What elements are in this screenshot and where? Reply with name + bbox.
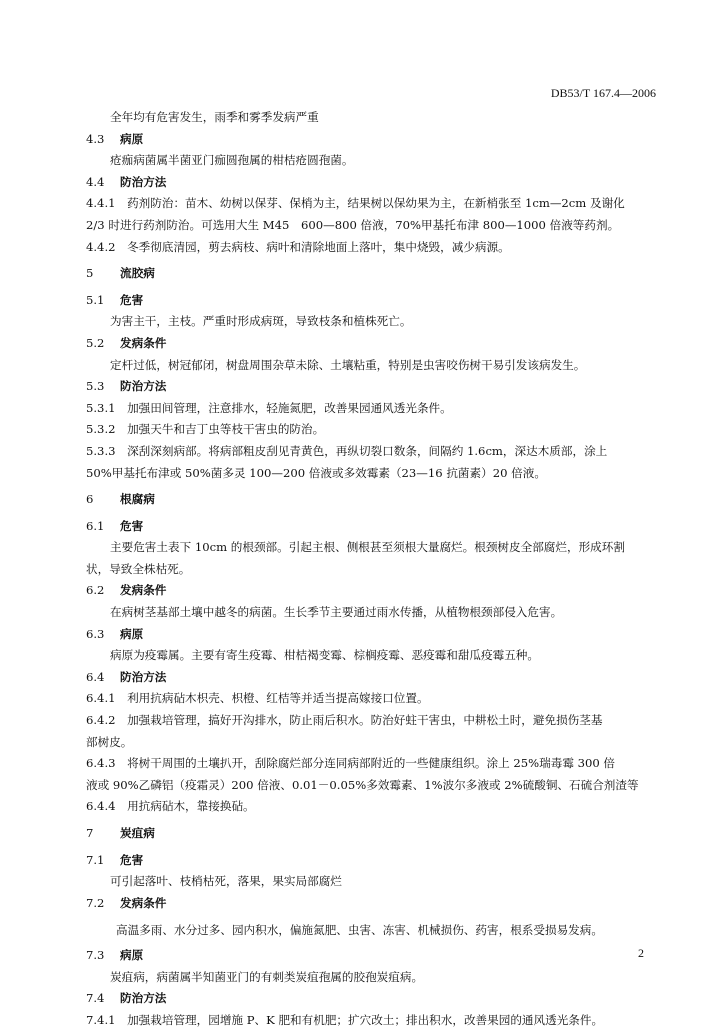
subsection-heading (86, 516, 656, 538)
paragraph-continuation: 液或 90%乙磷铝（疫霜灵）200 倍液、0.01－0.05%多效霉素、1%波尔多液或 2%硫酸铜、石硫合剂渣等 (86, 777, 639, 792)
paragraph-line: 高温多雨、水分过多、园内积水，偏施氮肥、虫害、冻害、机械损伤、药害，根系受损易发病。 (116, 923, 603, 938)
heading-title: 病原 (120, 947, 144, 962)
subsection-heading (86, 290, 656, 312)
heading-title: 发病条件 (120, 335, 167, 350)
subsection-heading (86, 988, 656, 1010)
subsection-heading (86, 376, 656, 398)
paragraph-line: 6.4.3 将树干周围的土壤扒开，刮除腐烂部分连同病部附近的一些健康组织。涂上 25%瑞毒霉 300 倍 (86, 756, 616, 771)
heading-number: 5.3 (86, 379, 105, 394)
paragraph-line: 病原为疫霉属。主要有寄生疫霉、柑桔褐变霉、棕榈疫霉、恶疫霉和甜瓜疫霉五种。 (110, 648, 539, 663)
paragraph-line: 4.4.2 冬季彻底清园，剪去病枝、病叶和清除地面上落叶，集中烧毁，减少病源。 (86, 239, 510, 254)
heading-title: 根腐病 (120, 492, 155, 507)
section-heading (86, 823, 656, 845)
heading-title: 防治方法 (120, 174, 167, 189)
subsection-heading (86, 129, 656, 151)
paragraph-line: 4.4.1 药剂防治：苗木、幼树以保芽、保梢为主，结果树以保幼果为主，在新梢张至 1cm—2cm 及谢化 (86, 196, 625, 211)
heading-number: 7 (86, 826, 94, 840)
heading-number: 7.2 (86, 895, 105, 910)
paragraph-continuation: 50%甲基托布津或 50%菌多灵 100—200 倍液或多效霉素（23—16 抗菌素）20 倍液。 (86, 465, 546, 480)
paragraph-continuation: 状，导致全株枯死。 (86, 561, 191, 576)
section-heading (86, 489, 656, 511)
paragraph-line: 7.4.1 加强栽培管理，园增施 P、K 肥和有机肥；扩穴改土；排出积水，改善果园的通风透光条件。 (86, 1012, 604, 1027)
paragraph-line: 全年均有危害发生，雨季和雾季发病严重 (110, 110, 319, 124)
heading-number: 7.4 (86, 991, 105, 1006)
heading-title: 发病条件 (120, 895, 167, 910)
heading-title: 防治方法 (120, 669, 167, 684)
paragraph-line: 定杆过低，树冠郁闭，树盘周围杂草未除、土壤粘重，特别是虫害咬伤树干易引发该病发生。 (110, 357, 586, 372)
heading-number: 6.1 (86, 518, 105, 533)
heading-title: 危害 (120, 518, 144, 533)
subsection-heading (86, 333, 656, 355)
section-heading (86, 263, 656, 285)
heading-number: 7.1 (86, 852, 105, 867)
paragraph-line: 主要危害土表下 10cm 的根颈部。引起主根、侧根甚至须根大量腐烂。根颈树皮全部腐烂，形成环割 (110, 540, 625, 555)
paragraph-line: 炭疽病，病菌属半知菌亚门的有刺类炭疽孢属的胶孢炭疽病。 (110, 969, 424, 984)
heading-title: 防治方法 (120, 379, 167, 394)
subsection-heading (86, 667, 656, 689)
heading-number: 6.4 (86, 669, 105, 684)
subsection-heading (86, 850, 656, 872)
heading-number: 5 (86, 266, 94, 281)
paragraph-line: 5.3.2 加强天牛和吉丁虫等枝干害虫的防治。 (86, 422, 325, 437)
document-body (86, 107, 656, 1031)
paragraph-line: 5.3.3 深刮深刻病部。将病部粗皮刮见青黄色，再纵切裂口数条，间隔约 1.6cm，深达木质部，涂上 (86, 443, 608, 458)
heading-number: 4.3 (86, 131, 105, 146)
page-number: 2 (638, 946, 644, 960)
paragraph-line: 6.4.2 加强栽培管理，搞好开沟排水，防止雨后积水。防治好蛀干害虫，中耕松土时，避免损伤茎基 (86, 713, 603, 728)
paragraph-line: 在病树茎基部土壤中越冬的病菌。生长季节主要通过雨水传播，从植物根颈部侵入危害。 (110, 605, 563, 620)
subsection-heading (86, 172, 656, 194)
heading-title: 病原 (120, 626, 144, 641)
heading-number: 6.2 (86, 583, 105, 598)
heading-title: 防治方法 (120, 991, 167, 1006)
paragraph-line: 6.4.1 利用抗病砧木枳壳、枳橙、红桔等并适当提高嫁接口位置。 (86, 691, 429, 706)
heading-number: 5.2 (86, 335, 105, 350)
heading-number: 5.1 (86, 292, 105, 307)
paragraph-line: 5.3.1 加强田间管理，注意排水，轻施氮肥，改善果园通风透光条件。 (86, 400, 452, 415)
heading-title: 病原 (120, 131, 144, 146)
heading-title: 流胶病 (120, 266, 155, 281)
heading-number: 7.3 (86, 947, 105, 962)
subsection-heading (86, 893, 656, 915)
paragraph-continuation: 2/3 时进行药剂防治。可选用大生 M45 600—800 倍液，70%甲基托布津 800—1000 倍液等药剂。 (86, 217, 620, 232)
paragraph-line: 可引起落叶、枝梢枯死，落果，果实局部腐烂 (110, 874, 342, 889)
heading-number: 4.4 (86, 174, 105, 189)
subsection-heading (86, 624, 656, 646)
heading-number: 6.3 (86, 626, 105, 641)
subsection-heading (86, 580, 656, 602)
heading-title: 危害 (120, 292, 144, 307)
subsection-heading (86, 945, 656, 967)
paragraph-line: 为害主干，主枝。严重时形成病斑，导致枝条和植株死亡。 (110, 314, 412, 329)
heading-title: 危害 (120, 852, 144, 867)
paragraph-line: 疮痂病菌属半菌亚门痂圆孢属的柑桔疮圆孢菌。 (110, 153, 354, 168)
document-code: DB53/T 167.4—2006 (550, 86, 656, 100)
heading-number: 6 (86, 492, 94, 507)
heading-title: 炭疽病 (120, 826, 155, 840)
paragraph-continuation: 部树皮。 (86, 734, 133, 749)
heading-title: 发病条件 (120, 583, 167, 598)
paragraph-line: 6.4.4 用抗病砧木，靠接换砧。 (86, 799, 255, 814)
